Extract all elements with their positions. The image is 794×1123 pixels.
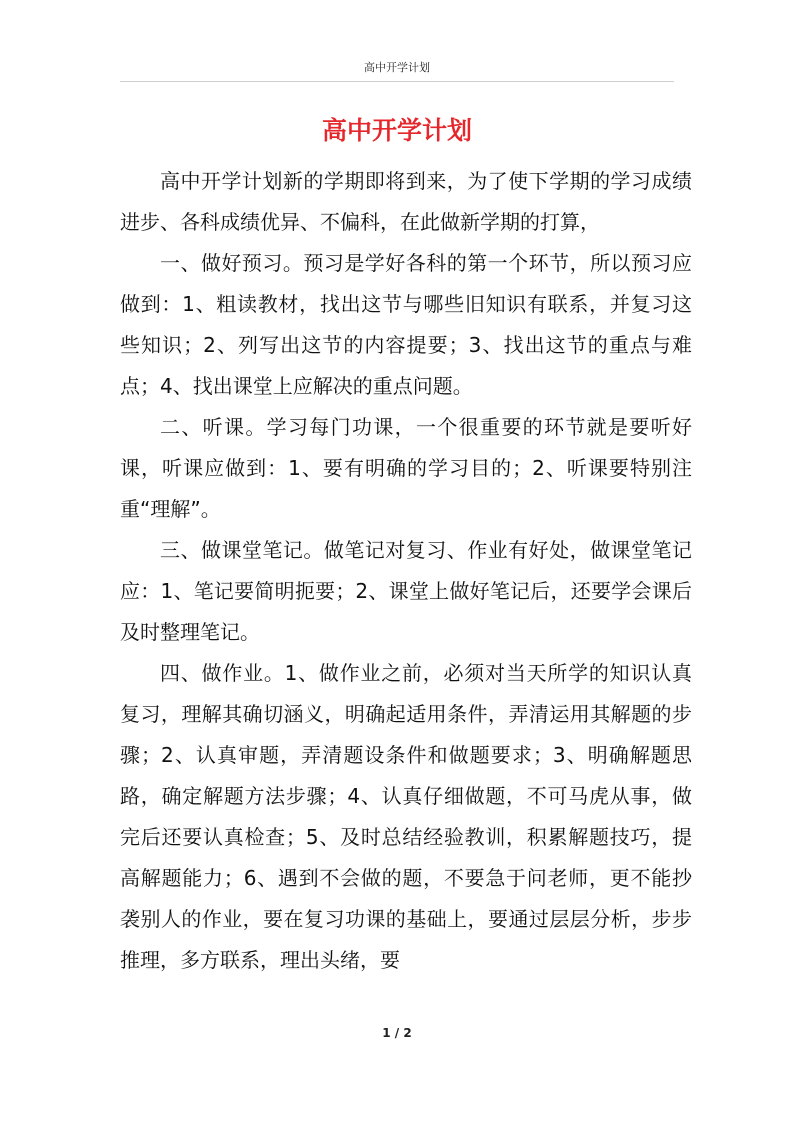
document-title: 高中开学计划 — [321, 116, 472, 145]
paragraph-homework: 四、做作业。1、做作业之前，必须对当天所学的知识认真复习，理解其确切涵义，明确起适用条件，弄清运用其解题的步骤；2、认真审题，弄清题设条件和做题要求；3、明确解题思路，确定解题方法步骤；4、认真仔细做题，不可马虎从事，做完后还要认真检查；5、及时总结经验教训，积累解题技巧，提高解题能力；6、遇到不会做的题，不要急于问老师，更不能抄袭别人的作业，要在复习功课的基础上，要通过层层分析，步步推理，多方联系，理出头绪，要 — [120, 661, 692, 972]
paragraph-intro: 高中开学计划新的学期即将到来，为了使下学期的学习成绩进步、各科成绩优异、不偏科，在此做新学期的打算， — [120, 169, 692, 234]
running-header: 高中开学计划 — [364, 61, 430, 74]
document-body — [120, 161, 692, 981]
paragraph-preview: 一、做好预习。预习是学好各科的第一个环节，所以预习应做到：1、粗读教材，找出这节与哪些旧知识有联系，并复习这些知识；2、列写出这节的内容提要；3、找出这节的重点与难点；4、找出课堂上应解决的重点问题。 — [120, 251, 692, 398]
header-divider — [120, 81, 674, 82]
paragraph-listening: 二、听课。学习每门功课，一个很重要的环节就是要听好课，听课应做到：1、要有明确的学习目的；2、听课要特别注重“理解”。 — [120, 415, 692, 521]
paragraph-notes: 三、做课堂笔记。做笔记对复习、作业有好处，做课堂笔记应：1、笔记要简明扼要；2、课堂上做好笔记后，还要学会课后及时整理笔记。 — [120, 538, 692, 644]
page-number: 1 / 2 — [382, 1026, 412, 1040]
